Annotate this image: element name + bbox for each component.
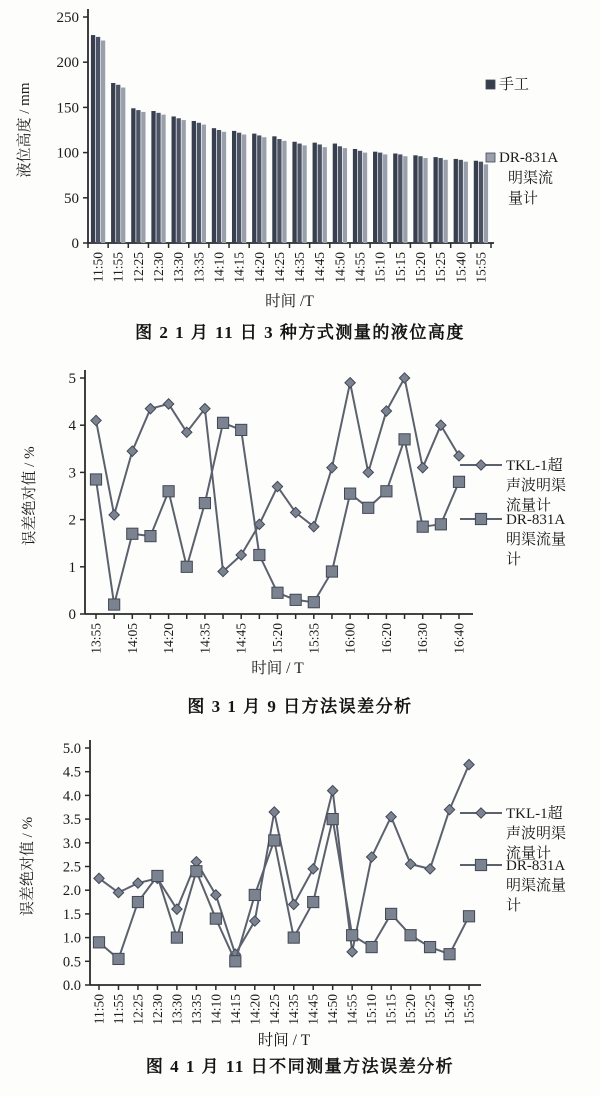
square-marker-icon: [236, 424, 247, 435]
square-marker-icon: [269, 835, 280, 846]
x-tick-label: 14:25: [271, 252, 287, 283]
bar: [454, 159, 458, 243]
diamond-marker-icon: [163, 399, 173, 409]
x-tick-label: 14:45: [233, 623, 249, 654]
legend-item: [460, 456, 566, 514]
square-marker-icon: [145, 531, 156, 542]
bar: [272, 136, 276, 243]
diamond-marker-icon: [436, 420, 446, 430]
square-marker-icon: [217, 417, 228, 428]
axis-title-y: 误差绝对值 / %: [22, 446, 38, 546]
diamond-marker-icon: [418, 462, 428, 472]
figure-3-line-chart: [0, 360, 600, 688]
bar: [257, 135, 261, 243]
line-series-0: [94, 759, 474, 959]
x-tick-label: 14:55: [344, 994, 360, 1025]
diamond-marker-icon: [347, 947, 357, 957]
bar: [202, 125, 206, 243]
x-tick-label: 11:55: [110, 252, 126, 283]
x-tick-label: 14:20: [247, 994, 263, 1025]
figure-4-caption: 图 4 1 月 11 日不同测量方法误差分析: [145, 1057, 455, 1076]
bar: [111, 83, 115, 243]
bar: [242, 135, 246, 243]
legend-square-marker-icon: [475, 513, 486, 524]
square-marker-icon: [326, 566, 337, 577]
legend-label: 声波明渠: [506, 826, 567, 842]
bar: [212, 128, 216, 243]
x-tick-label: 12:25: [130, 994, 146, 1025]
bar: [91, 35, 95, 243]
legend-item: [460, 804, 566, 862]
diamond-marker-icon: [399, 373, 409, 383]
x-tick-label: 15:25: [433, 252, 449, 283]
bar: [232, 131, 236, 243]
bar: [136, 110, 140, 243]
bar: [459, 160, 463, 243]
legend-item: [486, 150, 558, 207]
x-tick-label: 15:10: [364, 994, 380, 1025]
diamond-marker-icon: [91, 415, 101, 425]
legend-item: [460, 858, 566, 914]
bar: [197, 123, 201, 243]
figure-2-plot-svg: [0, 0, 600, 315]
square-marker-icon: [249, 889, 260, 900]
bar: [121, 88, 125, 243]
square-marker-icon: [210, 913, 221, 924]
diamond-marker-icon: [327, 785, 337, 795]
square-marker-icon: [191, 866, 202, 877]
bar: [464, 162, 468, 243]
bar: [433, 157, 437, 243]
x-tick-label: 13:30: [171, 252, 187, 283]
diamond-marker-icon: [381, 406, 391, 416]
diamond-marker-icon: [127, 446, 137, 456]
bar: [443, 160, 447, 243]
square-marker-icon: [109, 599, 120, 610]
y-tick-label: 1.5: [62, 906, 81, 923]
bar: [151, 111, 155, 243]
diamond-marker-icon: [289, 899, 299, 909]
bar: [323, 147, 327, 243]
square-marker-icon: [113, 953, 124, 964]
x-tick-label: 14:15: [231, 252, 247, 283]
square-marker-icon: [453, 476, 464, 487]
bar: [177, 118, 181, 243]
y-tick-label: 200: [56, 55, 79, 72]
bar: [358, 151, 362, 243]
y-tick-label: 1: [68, 559, 76, 576]
x-tick-label: 14:20: [161, 623, 177, 654]
bar: [302, 145, 306, 243]
legend-label: DR-831A: [506, 858, 566, 874]
legend-label: 计: [506, 552, 522, 568]
x-tick-label: 15:35: [306, 623, 322, 654]
axis-title-y: 液位高度 / mm: [17, 82, 33, 178]
bar: [172, 116, 176, 243]
y-tick-label: 2: [68, 512, 76, 529]
x-tick-label: 15:55: [461, 994, 477, 1025]
x-tick-label: 14:55: [352, 252, 368, 283]
bar: [192, 121, 196, 243]
diamond-marker-icon: [405, 859, 415, 869]
x-tick-label: 14:35: [197, 623, 213, 654]
series-line: [96, 423, 459, 605]
bar: [313, 143, 317, 243]
y-tick-label: 4: [68, 418, 76, 435]
bar: [237, 133, 241, 243]
square-marker-icon: [127, 528, 138, 539]
x-tick-label: 15:40: [453, 252, 469, 283]
y-tick-label: 5.0: [62, 741, 81, 757]
bar: [474, 161, 478, 243]
x-tick-label: 15:20: [403, 994, 419, 1025]
diamond-marker-icon: [211, 890, 221, 900]
bar: [96, 37, 100, 243]
bar: [383, 154, 387, 243]
bar: [101, 41, 105, 243]
y-tick-label: 100: [56, 145, 79, 162]
legend-swatch-icon: [486, 80, 495, 89]
x-tick-label: 14:25: [266, 994, 282, 1025]
y-tick-label: 3.5: [62, 812, 81, 829]
legend-label: 计: [506, 898, 522, 914]
x-tick-label: 14:45: [312, 252, 328, 283]
y-tick-label: 1.0: [62, 930, 81, 947]
bar: [297, 144, 301, 243]
y-tick-label: 3.0: [62, 835, 81, 852]
bar: [262, 137, 266, 243]
line-series-1: [93, 814, 474, 967]
x-tick-label: 14:35: [292, 252, 308, 283]
legend-label: 明渠流: [508, 170, 554, 187]
y-tick-label: 250: [56, 10, 79, 26]
x-tick-label: 13:30: [169, 994, 185, 1025]
legend-label: DR-831A: [506, 512, 566, 528]
bar: [141, 112, 145, 243]
figure-4-plot-svg: [0, 730, 600, 1052]
bar: [353, 149, 357, 243]
square-marker-icon: [90, 474, 101, 485]
diamond-marker-icon: [454, 451, 464, 461]
bar: [373, 152, 377, 243]
x-tick-label: 12:30: [149, 994, 165, 1025]
legend-label: 流量计: [506, 498, 552, 514]
square-marker-icon: [93, 937, 104, 948]
legend-label: 声波明渠: [506, 478, 567, 494]
diamond-marker-icon: [145, 403, 155, 413]
square-marker-icon: [308, 597, 319, 608]
diamond-marker-icon: [109, 510, 119, 520]
x-tick-label: 14:50: [325, 994, 341, 1025]
y-tick-label: 2.0: [62, 883, 81, 900]
square-marker-icon: [405, 930, 416, 941]
x-tick-label: 15:25: [422, 994, 438, 1025]
square-marker-icon: [181, 561, 192, 572]
square-marker-icon: [366, 941, 377, 952]
legend-label: 手工: [499, 77, 530, 93]
y-tick-label: 50: [64, 190, 79, 207]
figure-2-bar-chart: [0, 0, 600, 315]
square-marker-icon: [347, 930, 358, 941]
line-series-1: [90, 417, 464, 610]
diamond-marker-icon: [464, 759, 474, 769]
bar: [116, 85, 120, 243]
x-tick-label: 15:40: [442, 994, 458, 1025]
bar: [252, 134, 256, 243]
y-tick-label: 2.5: [62, 859, 81, 876]
legend-diamond-marker-icon: [476, 808, 486, 818]
bar: [217, 130, 221, 243]
legend-square-marker-icon: [475, 859, 486, 870]
bar: [338, 146, 342, 243]
x-tick-label: 14:15: [227, 994, 243, 1025]
x-tick-label: 12:30: [151, 252, 167, 283]
x-tick-label: 15:55: [473, 252, 489, 283]
axis-title-x: 时间 / T: [251, 660, 304, 677]
axis-title-x: 时间 /T: [265, 293, 314, 310]
bar: [333, 144, 337, 243]
square-marker-icon: [290, 594, 301, 605]
bar: [318, 144, 322, 243]
x-tick-label: 16:30: [415, 623, 431, 654]
diamond-marker-icon: [345, 378, 355, 388]
x-tick-label: 16:20: [378, 623, 394, 654]
square-marker-icon: [345, 488, 356, 499]
legend-label: TKL-1超: [506, 806, 563, 822]
x-tick-label: 15:15: [383, 994, 399, 1025]
x-tick-label: 15:20: [412, 252, 428, 283]
bar: [156, 113, 160, 243]
square-marker-icon: [152, 870, 163, 881]
diamond-marker-icon: [269, 807, 279, 817]
square-marker-icon: [163, 486, 174, 497]
bar: [292, 142, 296, 243]
legend-label: 明渠流量: [506, 878, 567, 894]
square-marker-icon: [463, 911, 474, 922]
bar: [131, 108, 135, 243]
square-marker-icon: [435, 519, 446, 530]
figure-2-caption: 图 2 1 月 11 日 3 种方式测量的液位高度: [135, 323, 465, 342]
bar: [182, 120, 186, 243]
square-marker-icon: [444, 949, 455, 960]
x-tick-label: 14:20: [251, 252, 267, 283]
line-series-0: [91, 373, 464, 577]
diamond-marker-icon: [386, 812, 396, 822]
bar: [277, 139, 281, 243]
x-tick-label: 14:35: [286, 994, 302, 1025]
bar: [418, 156, 422, 243]
legend-label: 明渠流量: [506, 532, 567, 548]
legend-label: TKL-1超: [506, 458, 563, 474]
diamond-marker-icon: [250, 916, 260, 926]
square-marker-icon: [132, 896, 143, 907]
bar: [413, 155, 417, 243]
square-marker-icon: [230, 956, 241, 967]
square-marker-icon: [381, 486, 392, 497]
x-tick-label: 14:05: [124, 623, 140, 654]
x-tick-label: 11:50: [90, 252, 106, 283]
legend-swatch-icon: [486, 153, 495, 162]
diamond-marker-icon: [327, 462, 337, 472]
x-tick-label: 16:40: [451, 623, 467, 654]
bar: [363, 153, 367, 243]
x-tick-label: 15:15: [392, 252, 408, 283]
square-marker-icon: [288, 932, 299, 943]
bar: [222, 132, 226, 243]
y-tick-label: 0.0: [62, 978, 81, 994]
series-line: [99, 765, 469, 955]
x-tick-label: 13:55: [88, 623, 104, 654]
bar: [393, 154, 397, 243]
bar: [378, 153, 382, 243]
diamond-marker-icon: [363, 467, 373, 477]
axis-title-x: 时间 / T: [257, 1032, 311, 1049]
legend-label: 量计: [508, 191, 539, 207]
legend-diamond-marker-icon: [476, 460, 486, 470]
diamond-marker-icon: [172, 904, 182, 914]
diamond-marker-icon: [366, 852, 376, 862]
bar: [484, 164, 488, 243]
x-tick-label: 14:10: [208, 994, 224, 1025]
legend-label: 流量计: [506, 846, 552, 862]
axis-title-y: 误差绝对值 / %: [20, 816, 36, 917]
figure-3-caption: 图 3 1 月 9 日方法误差分析: [187, 697, 413, 716]
square-marker-icon: [171, 932, 182, 943]
bar: [398, 154, 402, 243]
x-tick-label: 14:45: [305, 994, 321, 1025]
y-tick-label: 4.0: [62, 788, 81, 805]
x-tick-label: 12:25: [130, 252, 146, 283]
y-tick-label: 3: [68, 465, 76, 482]
bar: [343, 148, 347, 243]
square-marker-icon: [308, 896, 319, 907]
bar: [438, 158, 442, 243]
square-marker-icon: [199, 497, 210, 508]
x-tick-label: 14:10: [211, 252, 227, 283]
y-tick-label: 0: [71, 236, 79, 252]
square-marker-icon: [386, 908, 397, 919]
x-tick-label: 14:50: [332, 252, 348, 283]
legend-item: [460, 512, 566, 568]
legend-item: [486, 76, 529, 93]
square-marker-icon: [254, 549, 265, 560]
x-tick-label: 11:55: [110, 994, 126, 1025]
figure-4-line-chart: [0, 730, 600, 1052]
y-tick-label: 0: [68, 607, 76, 623]
x-tick-label: 13:35: [188, 994, 204, 1025]
bar: [423, 158, 427, 243]
legend-label: DR-831A: [499, 150, 559, 166]
y-tick-label: 0.5: [62, 954, 81, 971]
y-tick-label: 4.5: [62, 764, 81, 781]
diamond-marker-icon: [308, 864, 318, 874]
x-tick-label: 13:35: [191, 252, 207, 283]
diamond-marker-icon: [444, 804, 454, 814]
x-tick-label: 15:20: [270, 623, 285, 654]
bar: [161, 115, 165, 243]
square-marker-icon: [363, 502, 374, 513]
bar: [282, 141, 286, 243]
square-marker-icon: [399, 434, 410, 445]
bar: [479, 162, 483, 243]
square-marker-icon: [424, 941, 435, 952]
diamond-marker-icon: [425, 864, 435, 874]
figure-3-plot-svg: [0, 360, 600, 688]
square-marker-icon: [327, 814, 338, 825]
x-tick-label: 11:50: [91, 994, 107, 1025]
x-tick-label: 15:10: [372, 252, 388, 283]
x-tick-label: 16:00: [342, 623, 358, 654]
y-tick-label: 150: [56, 100, 79, 117]
y-tick-label: 5: [68, 371, 76, 387]
square-marker-icon: [272, 587, 283, 598]
diamond-marker-icon: [133, 878, 143, 888]
bar: [403, 156, 407, 243]
square-marker-icon: [417, 521, 428, 532]
